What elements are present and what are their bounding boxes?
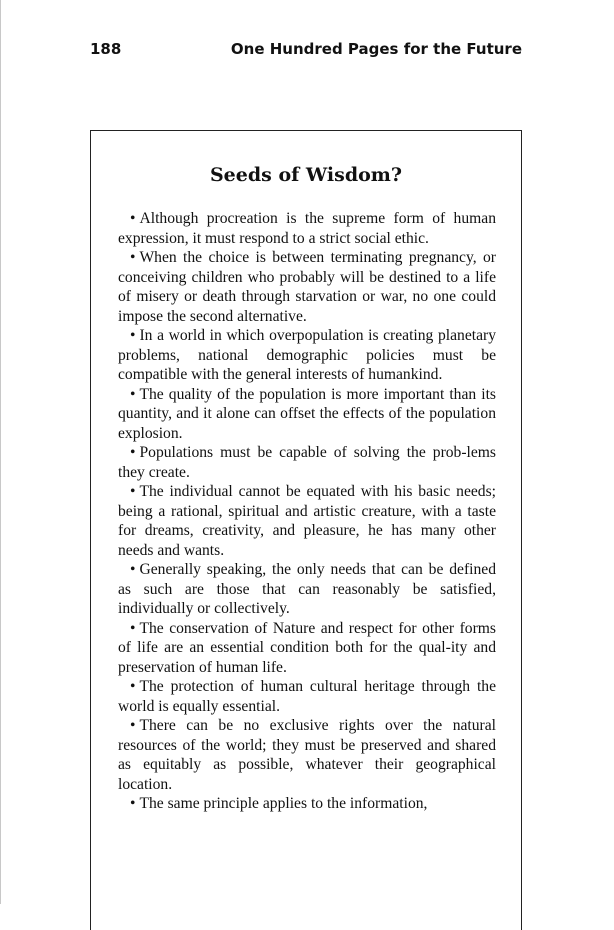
bullet-icon: •: [130, 717, 136, 734]
paragraph-text: When the choice is between terminating pregnancy, or conceiving children who probably will be destined to a life of misery or death through starvation or war, no one could impose the second alternative.: [118, 249, 496, 325]
paragraph-text: The conservation of Nature and respect for other forms of life are an essential condition both for the qual-ity and preservation of human life.: [118, 619, 496, 676]
box-title: Seeds of Wisdom?: [209, 164, 403, 186]
page-number: 188: [90, 40, 122, 58]
bullet-icon: •: [130, 678, 136, 695]
running-title: One Hundred Pages for the Future: [230, 40, 522, 58]
paragraph-text: The quality of the population is more important than its quantity, and it alone can offset the effects of the population explosion.: [118, 385, 496, 442]
bullet-icon: •: [130, 444, 136, 461]
bullet-icon: •: [130, 561, 136, 578]
bullet-paragraph: [118, 716, 496, 794]
paragraph-text: Although procreation is the supreme form of human expression, it must respond to a strict social ethic.: [118, 210, 496, 247]
bullet-icon: •: [130, 327, 136, 344]
paragraph-text: The same principle applies to the information,: [139, 795, 428, 812]
paragraph-text: In a world in which overpopulation is creating planetary problems, national demographic policies must be compatible with the general interests of humankind.: [118, 327, 496, 383]
bullet-paragraph: [118, 248, 496, 326]
bullet-icon: •: [130, 385, 136, 403]
paragraph-text: Populations must be capable of solving the prob-lems they create.: [118, 444, 496, 481]
bullet-paragraph: [118, 385, 496, 444]
bullet-paragraph: [118, 794, 496, 814]
sidebar-box: [90, 130, 522, 930]
page-edge: [0, 0, 1, 904]
bullet-paragraph: [118, 619, 496, 678]
bullet-icon: •: [130, 483, 136, 500]
bullet-paragraph: [118, 209, 496, 248]
box-body: [118, 209, 496, 814]
paragraph-text: There can be no exclusive rights over the natural resources of the world; they must be preserved and shared as equitably as possible, whatever their geographical location.: [118, 717, 496, 793]
paragraph-text: Generally speaking, the only needs that can be defined as such are those that can reasonably be satisfied, individually or collectively.: [118, 561, 496, 617]
bullet-paragraph: [118, 560, 496, 619]
bullet-paragraph: [118, 326, 496, 385]
bullet-paragraph: [118, 482, 496, 560]
paragraph-text: The protection of human cultural heritage through the world is equally essential.: [118, 678, 496, 715]
page-header: [90, 40, 522, 62]
bullet-icon: •: [130, 619, 136, 637]
bullet-paragraph: [118, 443, 496, 482]
paragraph-text: The individual cannot be equated with his basic needs; being a rational, spiritual and artistic creature, with a taste for dreams, creativity, and pleasure, he has many other needs and wants.: [118, 483, 496, 559]
bullet-icon: •: [130, 210, 136, 227]
bullet-icon: •: [130, 795, 136, 812]
bullet-icon: •: [130, 249, 136, 266]
bullet-paragraph: [118, 677, 496, 716]
